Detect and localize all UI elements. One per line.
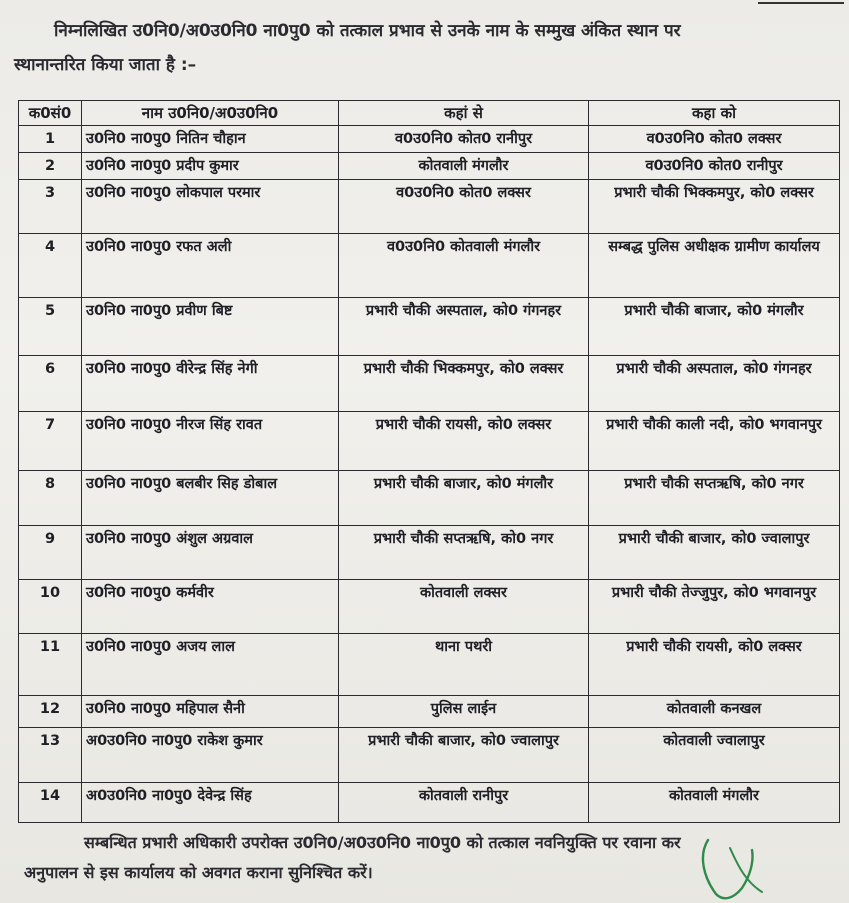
name-cell: उ0नि0 ना0पु0 बलबीर सिह डोबाल (82, 471, 339, 526)
table-row (19, 180, 840, 234)
table-header-row (19, 101, 840, 126)
from-cell: प्रभारी चौकी भिक्कमपुर, को0 लक्सर (339, 356, 589, 412)
serial-cell: 14 (19, 783, 82, 823)
from-cell: प्रभारी चौकी बाजार, को0 मंगलौर (339, 471, 589, 526)
from-cell: कोतवाली मंगलौर (339, 153, 589, 180)
name-cell: अ0उ0नि0 ना0पु0 राकेश कुमार (82, 728, 339, 783)
serial-cell: 13 (19, 728, 82, 783)
from-cell: कोतवाली रानीपुर (339, 783, 589, 823)
name-cell: उ0नि0 ना0पु0 महिपाल सैनी (82, 696, 339, 728)
name-cell: उ0नि0 ना0पु0 कर्मवीर (82, 580, 339, 634)
table-row (19, 153, 840, 180)
serial-cell: 11 (19, 634, 82, 696)
serial-cell: 10 (19, 580, 82, 634)
from-cell: व0उ0नि0 कोत0 लक्सर (339, 180, 589, 234)
to-cell: प्रभारी चौकी सप्तऋषि, को0 नगर (589, 471, 840, 526)
header-from: कहां से (339, 101, 589, 126)
closing-line-1: सम्बन्धित प्रभारी अधिकारी उपरोक्त उ0नि0/अ0उ0नि0 ना0पु0 को तत्काल नवनियुक्ति पर रवाना कर (84, 833, 681, 852)
from-cell: प्रभारी चौकी रायसी, को0 लक्सर (339, 412, 589, 471)
table-row (19, 783, 840, 823)
serial-cell: 1 (19, 126, 82, 153)
name-cell: उ0नि0 ना0पु0 नितिन चौहान (82, 126, 339, 153)
to-cell: कोतवाली मंगलौर (589, 783, 840, 823)
table-row (19, 412, 840, 471)
table-row (19, 471, 840, 526)
to-cell: प्रभारी चौकी बाजार, को0 ज्वालापुर (589, 526, 840, 580)
from-cell: प्रभारी चौकी सप्तऋषि, को0 नगर (339, 526, 589, 580)
to-cell: प्रभारी चौकी तेज्जुपुर, को0 भगवानपुर (589, 580, 840, 634)
table-row (19, 234, 840, 298)
to-cell: सम्बद्ध पुलिस अधीक्षक ग्रामीण कार्यालय (589, 234, 840, 298)
name-cell: उ0नि0 ना0पु0 लोकपाल परमार (82, 180, 339, 234)
table-row (19, 634, 840, 696)
from-cell: व0उ0नि0 कोत0 रानीपुर (339, 126, 589, 153)
top-rule (758, 2, 844, 4)
intro-line-2: स्थानान्तरित किया जाता है :– (14, 55, 197, 75)
to-cell: व0उ0नि0 कोत0 लक्सर (589, 126, 840, 153)
from-cell: व0उ0नि0 कोतवाली मंगलौर (339, 234, 589, 298)
closing-line-2: अनुपालन से इस कार्यालय को अवगत कराना सुनिश्चित करें। (24, 863, 373, 882)
from-cell: प्रभारी चौकी अस्पताल, को0 गंगनहर (339, 298, 589, 356)
transfer-table (18, 100, 840, 823)
table-row (19, 298, 840, 356)
to-cell: व0उ0नि0 कोत0 रानीपुर (589, 153, 840, 180)
serial-cell: 12 (19, 696, 82, 728)
intro-line-1: निम्नलिखित उ0नि0/अ0उ0नि0 ना0पु0 को तत्काल प्रभाव से उनके नाम के सम्मुख अंकित स्थान पर (54, 21, 681, 41)
signature-mark (690, 836, 810, 903)
name-cell: उ0नि0 ना0पु0 अंशुल अग्रवाल (82, 526, 339, 580)
to-cell: प्रभारी चौकी रायसी, को0 लक्सर (589, 634, 840, 696)
name-cell: उ0नि0 ना0पु0 प्रवीण बिष्ट (82, 298, 339, 356)
serial-cell: 2 (19, 153, 82, 180)
table-row (19, 728, 840, 783)
to-cell: कोतवाली ज्वालापुर (589, 728, 840, 783)
from-cell: थाना पथरी (339, 634, 589, 696)
name-cell: उ0नि0 ना0पु0 रफत अली (82, 234, 339, 298)
serial-cell: 4 (19, 234, 82, 298)
name-cell: उ0नि0 ना0पु0 प्रदीप कुमार (82, 153, 339, 180)
from-cell: कोतवाली लक्सर (339, 580, 589, 634)
name-cell: उ0नि0 ना0पु0 अजय लाल (82, 634, 339, 696)
to-cell: कोतवाली कनखल (589, 696, 840, 728)
header-name: नाम उ0नि0/अ0उ0नि0 (82, 101, 339, 126)
header-serial: क0सं0 (19, 101, 82, 126)
serial-cell: 8 (19, 471, 82, 526)
to-cell: प्रभारी चौकी काली नदी, को0 भगवानपुर (589, 412, 840, 471)
table-row (19, 126, 840, 153)
name-cell: उ0नि0 ना0पु0 नीरज सिंह रावत (82, 412, 339, 471)
name-cell: उ0नि0 ना0पु0 वीरेन्द्र सिंह नेगी (82, 356, 339, 412)
to-cell: प्रभारी चौकी बाजार, को0 मंगलौर (589, 298, 840, 356)
serial-cell: 9 (19, 526, 82, 580)
table-row (19, 696, 840, 728)
serial-cell: 5 (19, 298, 82, 356)
from-cell: प्रभारी चौकी बाजार, को0 ज्वालापुर (339, 728, 589, 783)
serial-cell: 3 (19, 180, 82, 234)
to-cell: प्रभारी चौकी अस्पताल, को0 गंगनहर (589, 356, 840, 412)
table-row (19, 356, 840, 412)
header-to: कहा को (589, 101, 840, 126)
serial-cell: 6 (19, 356, 82, 412)
table-row (19, 580, 840, 634)
to-cell: प्रभारी चौकी भिक्कमपुर, को0 लक्सर (589, 180, 840, 234)
intro-paragraph (14, 14, 839, 82)
table-row (19, 526, 840, 580)
name-cell: अ0उ0नि0 ना0पु0 देवेन्द्र सिंह (82, 783, 339, 823)
serial-cell: 7 (19, 412, 82, 471)
from-cell: पुलिस लाईन (339, 696, 589, 728)
